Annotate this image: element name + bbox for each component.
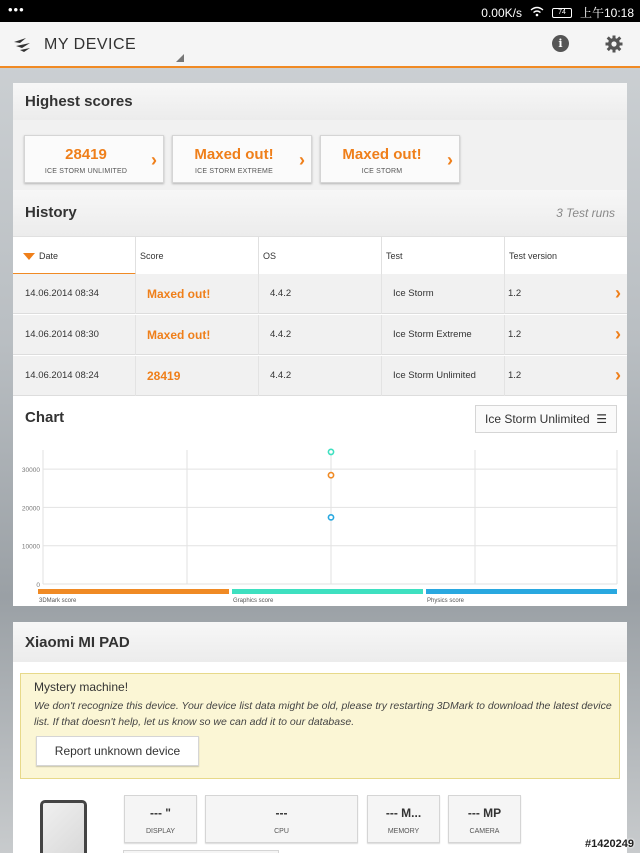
score-value: Maxed out!	[342, 146, 422, 163]
score-value: 28419	[65, 146, 107, 163]
y-tick-label: 20000	[21, 505, 40, 513]
data-point	[328, 473, 333, 478]
chevron-right-icon: ›	[447, 150, 453, 170]
tablet-icon	[40, 800, 87, 853]
legend-label: Physics score	[427, 598, 465, 604]
3dmark-logo-icon[interactable]	[12, 34, 32, 54]
chart-title: Chart	[25, 409, 65, 426]
highest-scores-title: Highest scores	[25, 93, 133, 110]
cell-date: 14.06.2014 08:24	[13, 356, 136, 396]
notice-title: Mystery machine!	[34, 680, 129, 694]
mystery-machine-notice	[20, 673, 620, 779]
device-header	[13, 622, 627, 662]
selected-test-label: Ice Storm Unlimited	[485, 412, 590, 426]
data-point	[328, 449, 333, 454]
highest-scores-row	[13, 120, 627, 190]
y-tick-label: 30000	[21, 467, 40, 475]
spec-value: --- M...	[385, 806, 422, 820]
chevron-right-icon: ›	[615, 365, 621, 385]
legend-bar	[232, 589, 423, 594]
cell-score: 28419	[136, 356, 259, 396]
chevron-right-icon: ›	[151, 150, 157, 170]
score-label: ICE STORM EXTREME	[195, 168, 273, 175]
info-icon[interactable]: i	[552, 35, 569, 52]
spec-label: MEMORY	[387, 828, 420, 835]
spec-cpu[interactable]	[205, 795, 358, 843]
cell-os: 4.4.2	[259, 315, 382, 355]
spec-label: CPU	[274, 828, 289, 835]
history-table-header	[13, 236, 627, 274]
network-speed: 0.00K/s	[481, 5, 522, 20]
cell-test: Ice Storm	[382, 274, 505, 314]
report-unknown-device-button[interactable]: Report unknown device	[36, 736, 199, 766]
column-header-os[interactable]: OS	[259, 237, 382, 275]
table-row[interactable]	[13, 274, 627, 314]
cell-test: Ice Storm Extreme	[382, 315, 505, 355]
watermark: #1420249	[585, 838, 634, 850]
spec-value: --- "	[149, 806, 171, 820]
device-name: Xiaomi MI PAD	[25, 634, 130, 651]
chevron-right-icon: ›	[299, 150, 305, 170]
cell-score: Maxed out!	[136, 274, 259, 314]
score-button-ice-storm-unlimited[interactable]	[24, 135, 164, 183]
notice-text: We don't recognize this device. Your device list data might be old, please try restarting 3DMark to download the latest device list. If that doesn't help, let us know so we can add it to our database.	[34, 700, 612, 728]
device-card	[13, 622, 627, 853]
score-label: ICE STORM	[361, 168, 403, 175]
y-tick-label: 10000	[21, 543, 40, 551]
highest-scores-header	[13, 83, 627, 120]
cell-version: 1.2	[508, 288, 522, 299]
gear-icon[interactable]	[604, 34, 624, 54]
column-header-test-version[interactable]: Test version	[509, 251, 558, 261]
cell-os: 4.4.2	[259, 356, 382, 396]
legend-label: 3DMark score	[39, 598, 77, 604]
table-row[interactable]	[13, 356, 627, 396]
cell-test: Ice Storm Unlimited	[382, 356, 505, 396]
sort-descending-icon	[23, 253, 35, 260]
score-chart	[13, 445, 627, 606]
scores-card	[13, 83, 627, 606]
score-value: Maxed out!	[194, 146, 274, 163]
clock: 上午10:18	[579, 6, 634, 20]
cell-version: 1.2	[508, 329, 522, 340]
status-bar	[0, 0, 640, 22]
spec-label: DISPLAY	[145, 828, 176, 835]
data-point	[328, 515, 333, 520]
cell-score: Maxed out!	[136, 315, 259, 355]
spec-label: CAMERA	[469, 828, 500, 835]
menu-icon: ☰	[596, 412, 607, 426]
chart-test-select[interactable]	[475, 405, 617, 433]
chart-header	[13, 397, 627, 445]
app-bar	[0, 22, 640, 68]
legend-label: Graphics score	[233, 598, 274, 604]
column-header-date[interactable]	[13, 237, 136, 275]
table-row[interactable]	[13, 315, 627, 355]
dropdown-corner-icon[interactable]	[176, 54, 184, 62]
column-header-score[interactable]: Score	[136, 237, 259, 275]
score-button-ice-storm[interactable]	[320, 135, 460, 183]
test-runs-count: 3 Test runs	[556, 206, 615, 220]
page-title[interactable]: MY DEVICE	[44, 36, 137, 53]
history-header	[13, 190, 627, 236]
cell-os: 4.4.2	[259, 274, 382, 314]
cell-date: 14.06.2014 08:34	[13, 274, 136, 314]
y-tick-label: 0	[36, 582, 40, 589]
cell-version: 1.2	[508, 370, 522, 381]
column-label: Date	[39, 251, 59, 261]
chevron-right-icon: ›	[615, 324, 621, 344]
score-button-ice-storm-extreme[interactable]	[172, 135, 312, 183]
notification-dots-icon: •••	[8, 2, 25, 17]
battery-icon: 74	[552, 8, 572, 18]
spec-camera[interactable]	[448, 795, 521, 843]
column-header-test[interactable]: Test	[382, 237, 505, 275]
spec-value: --- MP	[467, 806, 502, 820]
legend-bar	[426, 589, 617, 594]
history-title: History	[25, 204, 77, 221]
legend-bar	[38, 589, 229, 594]
spec-memory[interactable]	[367, 795, 440, 843]
wifi-icon	[530, 6, 544, 20]
score-label: ICE STORM UNLIMITED	[44, 168, 128, 175]
spec-value: ---	[275, 806, 288, 820]
spec-display[interactable]	[124, 795, 197, 843]
cell-date: 14.06.2014 08:30	[13, 315, 136, 355]
chevron-right-icon: ›	[615, 283, 621, 303]
